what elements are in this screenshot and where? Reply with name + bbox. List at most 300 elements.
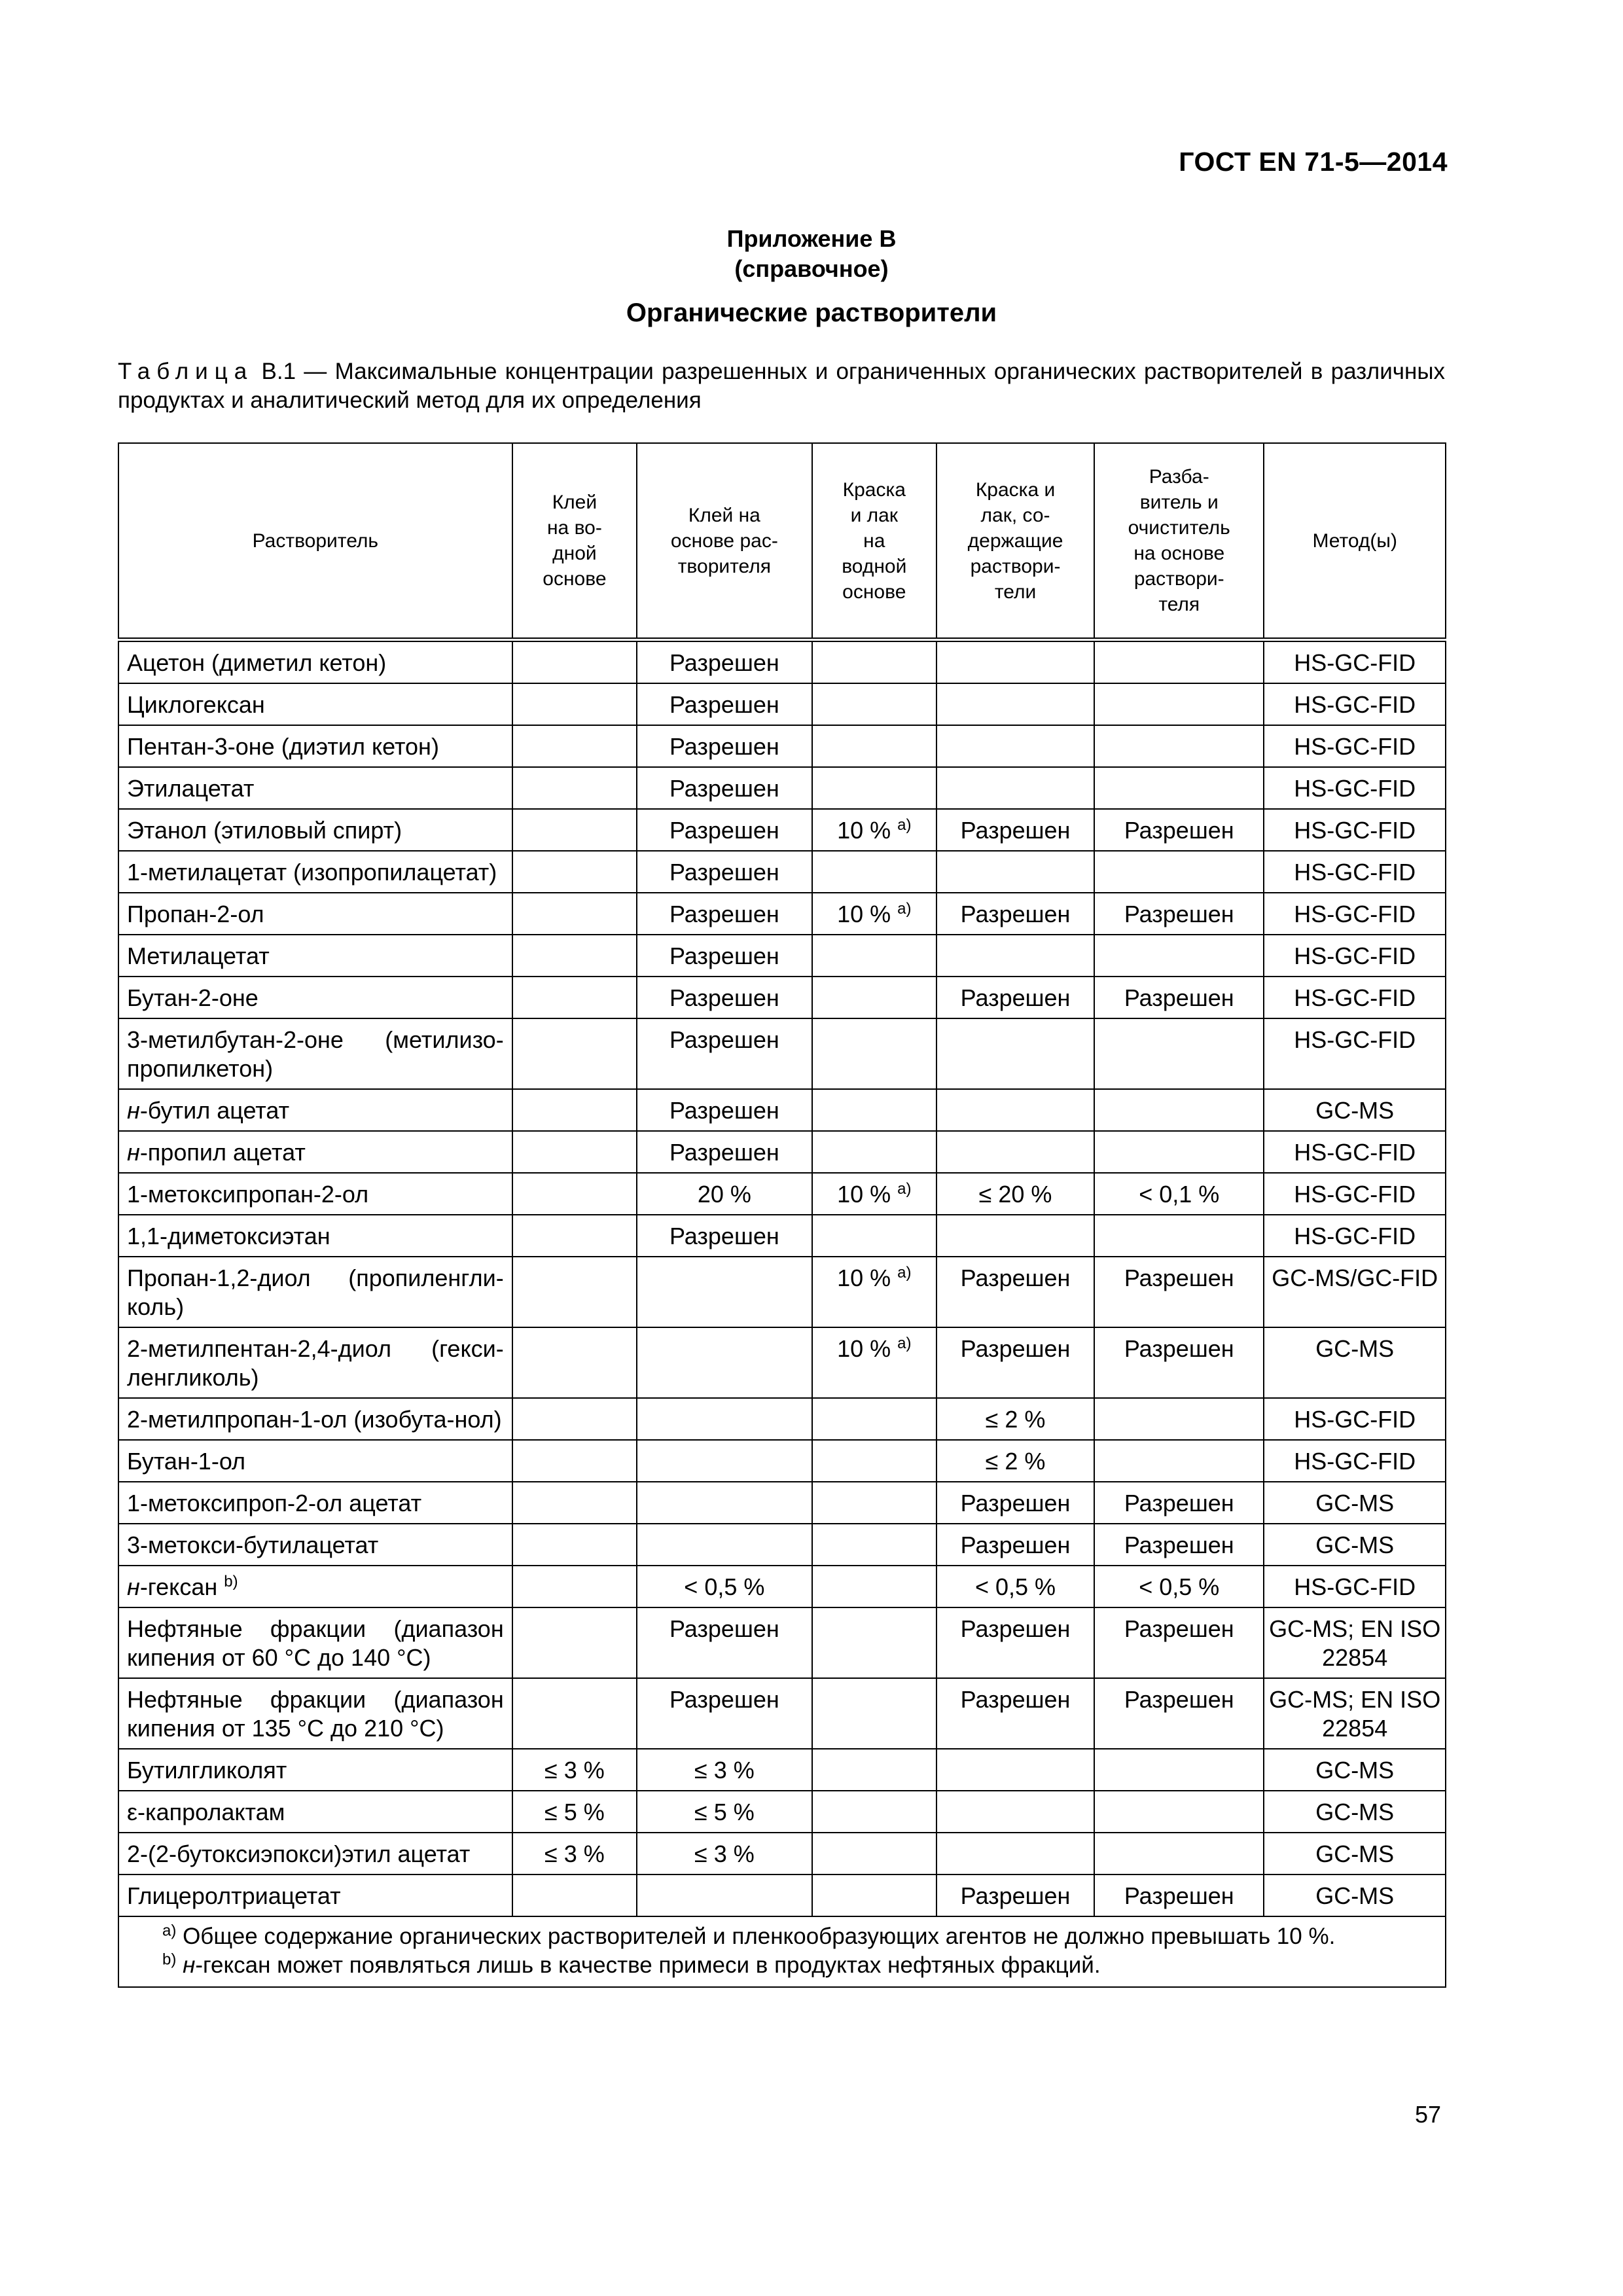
method-cell [1264, 851, 1446, 893]
col-water-paint-header: Краска и лак на водной основе [812, 443, 936, 640]
method-cell [1264, 1482, 1446, 1524]
solvent-glue-cell [637, 809, 812, 851]
solvent-paint-cell [936, 1257, 1094, 1327]
thinner-cell [1094, 1173, 1264, 1215]
footnote-mark: a) [162, 1922, 177, 1940]
thinner-cell [1094, 1566, 1264, 1607]
water-paint-cell [812, 1524, 936, 1566]
solvent-paint-cell [936, 1215, 1094, 1257]
solvent-name: 2-метилпентан-2,4-диол (гекси-ленгликоль) [127, 1335, 504, 1391]
solvent-glue-cell [637, 977, 812, 1018]
method-cell-value: HS-GC-FID [1294, 901, 1416, 927]
solvent-paint-cell-value: Разрешен [960, 1335, 1071, 1362]
footnote-prefix: н [183, 1952, 196, 1978]
water-paint-cell [812, 1874, 936, 1916]
solvent-prefix: н [127, 1573, 140, 1600]
water-glue-cell [512, 1524, 637, 1566]
thinner-cell [1094, 1440, 1264, 1482]
table-row [118, 640, 1446, 684]
water-paint-cell [812, 1833, 936, 1874]
thinner-cell [1094, 1678, 1264, 1749]
solvent-paint-cell-value: Разрешен [960, 817, 1071, 844]
method-cell-value: HS-GC-FID [1294, 649, 1416, 676]
solvent-paint-cell [936, 1833, 1094, 1874]
table-row [118, 1131, 1446, 1173]
method-cell-value: GC-MS [1315, 1757, 1395, 1784]
col-water-glue-header: Клей на во- дной основе [512, 443, 637, 640]
solvent-name-cell [118, 893, 512, 935]
solvent-paint-cell [936, 1874, 1094, 1916]
thinner-cell [1094, 1131, 1264, 1173]
solvent-name: 1-метоксипропан-2-ол [127, 1181, 369, 1208]
footnotes-cell [118, 1916, 1446, 1987]
footnote-text: -гексан может появляться лишь в качестве примеси в продуктах нефтяных фракций. [195, 1952, 1101, 1978]
solvent-paint-cell [936, 851, 1094, 893]
water-paint-cell [812, 1173, 936, 1215]
water-paint-cell [812, 1749, 936, 1791]
annex-subtitle: (справочное) [734, 255, 889, 282]
thinner-cell-value: Разрешен [1124, 1335, 1234, 1362]
document-code: ГОСТ EN 71-5—2014 [1179, 147, 1448, 177]
thinner-cell-value: Разрешен [1124, 1532, 1234, 1558]
method-cell-value: GC-MS [1315, 1799, 1395, 1825]
water-paint-cell [812, 1257, 936, 1327]
water-paint-cell [812, 1018, 936, 1089]
solvent-paint-cell-value: Разрешен [960, 1265, 1071, 1291]
water-glue-cell [512, 683, 637, 725]
solvent-paint-cell [936, 1482, 1094, 1524]
solvent-paint-cell [936, 1791, 1094, 1833]
page-number: 57 [1414, 2101, 1441, 2128]
solvent-glue-cell-value: 20 % [697, 1181, 751, 1208]
solvent-name: Глицеролтриацетат [127, 1882, 341, 1909]
water-glue-cell [512, 1018, 637, 1089]
table-body [118, 640, 1446, 1988]
solvent-paint-cell-value: Разрешен [960, 1615, 1071, 1642]
solvent-glue-cell [637, 1791, 812, 1833]
method-cell-value: GC-MS/GC-FID [1272, 1265, 1438, 1291]
solvent-glue-cell [637, 1089, 812, 1131]
table-row [118, 1566, 1446, 1607]
col-solvent-paint-header: Краска и лак, со- держащие раствори- тели [936, 443, 1094, 640]
method-cell [1264, 1791, 1446, 1833]
table-row [118, 809, 1446, 851]
method-cell [1264, 1874, 1446, 1916]
solvent-paint-cell [936, 1398, 1094, 1440]
solvent-name-cell [118, 1131, 512, 1173]
method-cell-value: HS-GC-FID [1294, 733, 1416, 760]
method-cell-value: GC-MS [1315, 1097, 1395, 1124]
solvent-paint-cell-value: Разрешен [960, 984, 1071, 1011]
table-row [118, 1678, 1446, 1749]
solvent-glue-cell-value: Разрешен [669, 1223, 779, 1249]
solvent-glue-cell-value: Разрешен [669, 901, 779, 927]
solvent-name: Бутан-2-оне [127, 984, 259, 1011]
water-paint-cell [812, 767, 936, 809]
solvent-name: Нефтяные фракции (диапазон кипения от 60 °С до 140 °С) [127, 1615, 504, 1671]
method-cell-value: HS-GC-FID [1294, 859, 1416, 886]
caption-prefix: Таблица [118, 359, 254, 384]
solvent-paint-cell [936, 1607, 1094, 1678]
method-cell-value: GC-MS [1315, 1335, 1395, 1362]
solvent-glue-cell [637, 1018, 812, 1089]
footnote-text: Общее содержание органических растворителей и пленкообразующих агентов не должно превышать 10 %. [176, 1924, 1336, 1949]
solvent-paint-cell [936, 1018, 1094, 1089]
method-cell-value: HS-GC-FID [1294, 775, 1416, 802]
solvent-name: 3-метилбутан-2-оне (метилизо-пропилкетон) [127, 1026, 504, 1082]
footnote-marker: a) [897, 1264, 912, 1282]
solvent-paint-cell [936, 1524, 1094, 1566]
table-row [118, 1482, 1446, 1524]
water-glue-cell [512, 809, 637, 851]
water-glue-cell [512, 851, 637, 893]
solvent-paint-cell [936, 1089, 1094, 1131]
solvent-glue-cell [637, 1678, 812, 1749]
thinner-cell [1094, 809, 1264, 851]
method-cell-value: GC-MS [1315, 1490, 1395, 1516]
method-cell-value: HS-GC-FID [1294, 817, 1416, 844]
solvent-glue-cell [637, 1566, 812, 1607]
water-paint-cell [812, 1440, 936, 1482]
table-row [118, 1440, 1446, 1482]
solvent-glue-cell-value: Разрешен [669, 691, 779, 718]
table-row [118, 725, 1446, 767]
header-row [118, 443, 1446, 640]
method-cell-value: HS-GC-FID [1294, 1406, 1416, 1433]
water-glue-cell-value: ≤ 5 % [544, 1799, 605, 1825]
solvent-paint-cell [936, 725, 1094, 767]
water-paint-cell [812, 893, 936, 935]
thinner-cell-value: Разрешен [1124, 901, 1234, 927]
solvent-glue-cell-value: Разрешен [669, 1686, 779, 1713]
solvent-name: -бутил ацетат [139, 1097, 290, 1124]
water-glue-cell [512, 640, 637, 684]
method-cell-value: HS-GC-FID [1294, 942, 1416, 969]
table-row [118, 1173, 1446, 1215]
solvent-glue-cell-value: Разрешен [669, 942, 779, 969]
solvent-glue-cell-value: Разрешен [669, 859, 779, 886]
thinner-cell [1094, 1089, 1264, 1131]
solvent-name: Пропан-2-ол [127, 901, 264, 927]
thinner-cell [1094, 725, 1264, 767]
method-cell [1264, 1131, 1446, 1173]
footnote-marker: a) [897, 816, 912, 834]
water-paint-cell [812, 1215, 936, 1257]
method-cell [1264, 1749, 1446, 1791]
water-paint-cell [812, 809, 936, 851]
method-cell-value: HS-GC-FID [1294, 1448, 1416, 1475]
solvent-name-cell [118, 1089, 512, 1131]
annex-title: Приложение В [726, 225, 897, 252]
water-glue-cell [512, 1440, 637, 1482]
thinner-cell [1094, 935, 1264, 977]
water-paint-cell [812, 1398, 936, 1440]
water-paint-cell [812, 683, 936, 725]
solvent-glue-cell [637, 1327, 812, 1398]
water-glue-cell [512, 935, 637, 977]
solvent-glue-cell [637, 1874, 812, 1916]
water-glue-cell [512, 1678, 637, 1749]
water-glue-cell [512, 1327, 637, 1398]
solvent-glue-cell [637, 893, 812, 935]
thinner-cell [1094, 683, 1264, 725]
water-paint-cell [812, 1678, 936, 1749]
water-glue-cell-value: ≤ 3 % [544, 1840, 605, 1867]
thinner-cell [1094, 1749, 1264, 1791]
solvent-name-cell [118, 1749, 512, 1791]
solvent-name: 1-метоксипроп-2-ол ацетат [127, 1490, 422, 1516]
thinner-cell [1094, 1398, 1264, 1440]
solvent-paint-cell [936, 1440, 1094, 1482]
solvent-glue-cell-value: Разрешен [669, 984, 779, 1011]
solvent-paint-cell-value: Разрешен [960, 901, 1071, 927]
thinner-cell-value: Разрешен [1124, 1882, 1234, 1909]
table-row [118, 1749, 1446, 1791]
solvent-name-cell [118, 1173, 512, 1215]
solvent-glue-cell [637, 851, 812, 893]
solvent-paint-cell-value: ≤ 2 % [985, 1448, 1046, 1475]
solvent-name-cell [118, 851, 512, 893]
thinner-cell-value: Разрешен [1124, 817, 1234, 844]
water-glue-cell [512, 1398, 637, 1440]
thinner-cell-value: < 0,1 % [1139, 1181, 1220, 1208]
water-paint-cell [812, 1791, 936, 1833]
solvent-glue-cell-value: ≤ 3 % [694, 1840, 755, 1867]
solvent-name-cell [118, 1524, 512, 1566]
solvent-glue-cell-value: Разрешен [669, 733, 779, 760]
solvent-name-cell [118, 1607, 512, 1678]
method-cell [1264, 767, 1446, 809]
method-cell [1264, 725, 1446, 767]
solvent-glue-cell-value: Разрешен [669, 649, 779, 676]
water-glue-cell [512, 1833, 637, 1874]
solvent-glue-cell [637, 683, 812, 725]
footnote [162, 1951, 1437, 1980]
method-cell [1264, 809, 1446, 851]
method-cell [1264, 1327, 1446, 1398]
method-cell-value: GC-MS [1315, 1840, 1395, 1867]
solvent-paint-cell [936, 1131, 1094, 1173]
water-glue-cell [512, 1791, 637, 1833]
solvent-name: Бутилгликолят [127, 1757, 287, 1784]
method-cell [1264, 893, 1446, 935]
solvent-glue-cell [637, 1524, 812, 1566]
solvent-glue-cell [637, 935, 812, 977]
method-cell-value: HS-GC-FID [1294, 1573, 1416, 1600]
method-cell-value: GC-MS [1315, 1882, 1395, 1909]
solvent-paint-cell [936, 977, 1094, 1018]
water-glue-cell [512, 1215, 637, 1257]
method-cell-value: GC-MS; EN ISO 22854 [1269, 1686, 1441, 1742]
water-glue-cell [512, 1257, 637, 1327]
water-glue-cell [512, 1874, 637, 1916]
solvent-name-cell [118, 1791, 512, 1833]
water-paint-cell [812, 725, 936, 767]
method-cell [1264, 683, 1446, 725]
method-cell [1264, 1440, 1446, 1482]
footnotes-row [118, 1916, 1446, 1987]
solvent-name-cell [118, 1678, 512, 1749]
water-paint-cell [812, 935, 936, 977]
solvent-name: Ацетон (диметил кетон) [127, 649, 387, 676]
solvent-paint-cell-value: Разрешен [960, 1686, 1071, 1713]
table-row [118, 935, 1446, 977]
table-row [118, 851, 1446, 893]
solvent-glue-cell [637, 1607, 812, 1678]
solvent-glue-cell [637, 1131, 812, 1173]
solvent-name-cell [118, 1833, 512, 1874]
solvent-glue-cell [637, 725, 812, 767]
thinner-cell-value: Разрешен [1124, 1490, 1234, 1516]
solvent-name: Пропан-1,2-диол (пропиленгли-коль) [127, 1265, 504, 1320]
solvent-name-cell [118, 640, 512, 684]
thinner-cell [1094, 767, 1264, 809]
solvents-table [118, 442, 1446, 1988]
solvent-name-cell [118, 1215, 512, 1257]
thinner-cell [1094, 893, 1264, 935]
footnote [162, 1922, 1437, 1951]
table-row [118, 1833, 1446, 1874]
method-cell [1264, 1524, 1446, 1566]
col-method-header: Метод(ы) [1264, 443, 1446, 640]
water-glue-cell-value: ≤ 3 % [544, 1757, 605, 1784]
table-row [118, 1791, 1446, 1833]
method-cell [1264, 1257, 1446, 1327]
solvent-name: -гексан [139, 1573, 218, 1600]
solvent-name: 1,1-диметоксиэтан [127, 1223, 330, 1249]
water-paint-cell-value: 10 % [837, 817, 891, 844]
method-cell [1264, 640, 1446, 684]
solvent-name: Бутан-1-ол [127, 1448, 246, 1475]
method-cell-value: HS-GC-FID [1294, 1139, 1416, 1166]
thinner-cell [1094, 851, 1264, 893]
water-glue-cell [512, 767, 637, 809]
thinner-cell-value: Разрешен [1124, 1615, 1234, 1642]
solvent-glue-cell-value: Разрешен [669, 1139, 779, 1166]
thinner-cell [1094, 1607, 1264, 1678]
solvent-glue-cell [637, 1440, 812, 1482]
water-glue-cell [512, 1607, 637, 1678]
solvent-name-cell [118, 935, 512, 977]
method-cell-value: GC-MS [1315, 1532, 1395, 1558]
footnote-marker: a) [897, 900, 912, 918]
solvent-name: 1-метилацетат (изопропилацетат) [127, 859, 497, 886]
solvent-paint-cell [936, 1173, 1094, 1215]
thinner-cell [1094, 640, 1264, 684]
water-paint-cell [812, 640, 936, 684]
table-row [118, 683, 1446, 725]
solvent-paint-cell [936, 640, 1094, 684]
footnote-marker: a) [897, 1180, 912, 1198]
water-glue-cell [512, 1749, 637, 1791]
table-header [118, 443, 1446, 640]
solvent-glue-cell [637, 1215, 812, 1257]
solvent-paint-cell-value: ≤ 2 % [985, 1406, 1046, 1433]
col-thinner-header: Разба- витель и очиститель на основе раствори- теля [1094, 443, 1264, 640]
thinner-cell-value: Разрешен [1124, 1686, 1234, 1713]
method-cell-value: HS-GC-FID [1294, 1223, 1416, 1249]
table-caption [118, 357, 1445, 415]
method-cell [1264, 1607, 1446, 1678]
solvent-name-cell [118, 767, 512, 809]
solvent-name: Пентан-3-оне (диэтил кетон) [127, 733, 439, 760]
solvent-prefix: н [127, 1139, 140, 1166]
method-cell [1264, 1089, 1446, 1131]
thinner-cell [1094, 1215, 1264, 1257]
solvent-paint-cell-value: Разрешен [960, 1882, 1071, 1909]
water-glue-cell [512, 1131, 637, 1173]
method-cell [1264, 1398, 1446, 1440]
solvent-glue-cell [637, 640, 812, 684]
solvent-paint-cell-value: < 0,5 % [974, 1573, 1056, 1600]
method-cell [1264, 935, 1446, 977]
table-row [118, 977, 1446, 1018]
solvent-glue-cell-value: Разрешен [669, 1097, 779, 1124]
solvent-name: ε-капролактам [127, 1799, 285, 1825]
method-cell [1264, 1566, 1446, 1607]
solvent-glue-cell-value: Разрешен [669, 817, 779, 844]
solvent-name: -пропил ацетат [139, 1139, 306, 1166]
water-paint-cell [812, 1327, 936, 1398]
solvent-glue-cell [637, 1173, 812, 1215]
solvent-glue-cell [637, 1482, 812, 1524]
solvent-name: Этилацетат [127, 775, 255, 802]
table-row [118, 893, 1446, 935]
water-paint-cell-value: 10 % [837, 901, 891, 927]
thinner-cell-value: Разрешен [1124, 1265, 1234, 1291]
water-paint-cell [812, 1131, 936, 1173]
footnote-marker: a) [897, 1335, 912, 1352]
method-cell [1264, 1678, 1446, 1749]
thinner-cell [1094, 1874, 1264, 1916]
solvent-glue-cell-value: ≤ 3 % [694, 1757, 755, 1784]
solvent-glue-cell-value: ≤ 5 % [694, 1799, 755, 1825]
solvent-name-cell [118, 809, 512, 851]
method-cell [1264, 1173, 1446, 1215]
solvent-name-cell [118, 1398, 512, 1440]
solvent-paint-cell-value: ≤ 20 % [978, 1181, 1052, 1208]
table-row [118, 1398, 1446, 1440]
solvent-name: Метилацетат [127, 942, 270, 969]
water-glue-cell [512, 977, 637, 1018]
thinner-cell-value: Разрешен [1124, 984, 1234, 1011]
footnote-marker: b) [224, 1573, 238, 1590]
water-paint-cell [812, 977, 936, 1018]
water-paint-cell [812, 851, 936, 893]
method-cell-value: GC-MS; EN ISO 22854 [1269, 1615, 1441, 1671]
method-cell [1264, 1833, 1446, 1874]
solvent-paint-cell [936, 935, 1094, 977]
water-glue-cell [512, 1089, 637, 1131]
solvent-glue-cell-value: Разрешен [669, 775, 779, 802]
method-cell-value: HS-GC-FID [1294, 691, 1416, 718]
section-title: Органические растворители [626, 298, 997, 327]
solvent-name-cell [118, 1257, 512, 1327]
water-glue-cell [512, 1566, 637, 1607]
solvent-paint-cell [936, 1327, 1094, 1398]
table-row [118, 1257, 1446, 1327]
water-paint-cell [812, 1482, 936, 1524]
thinner-cell [1094, 977, 1264, 1018]
solvent-paint-cell-value: Разрешен [960, 1490, 1071, 1516]
method-cell [1264, 1215, 1446, 1257]
solvent-name: Нефтяные фракции (диапазон кипения от 135 °С до 210 °С) [127, 1686, 504, 1742]
table-row [118, 1215, 1446, 1257]
solvent-glue-cell [637, 1257, 812, 1327]
water-paint-cell [812, 1089, 936, 1131]
water-paint-cell-value: 10 % [837, 1265, 891, 1291]
thinner-cell [1094, 1524, 1264, 1566]
